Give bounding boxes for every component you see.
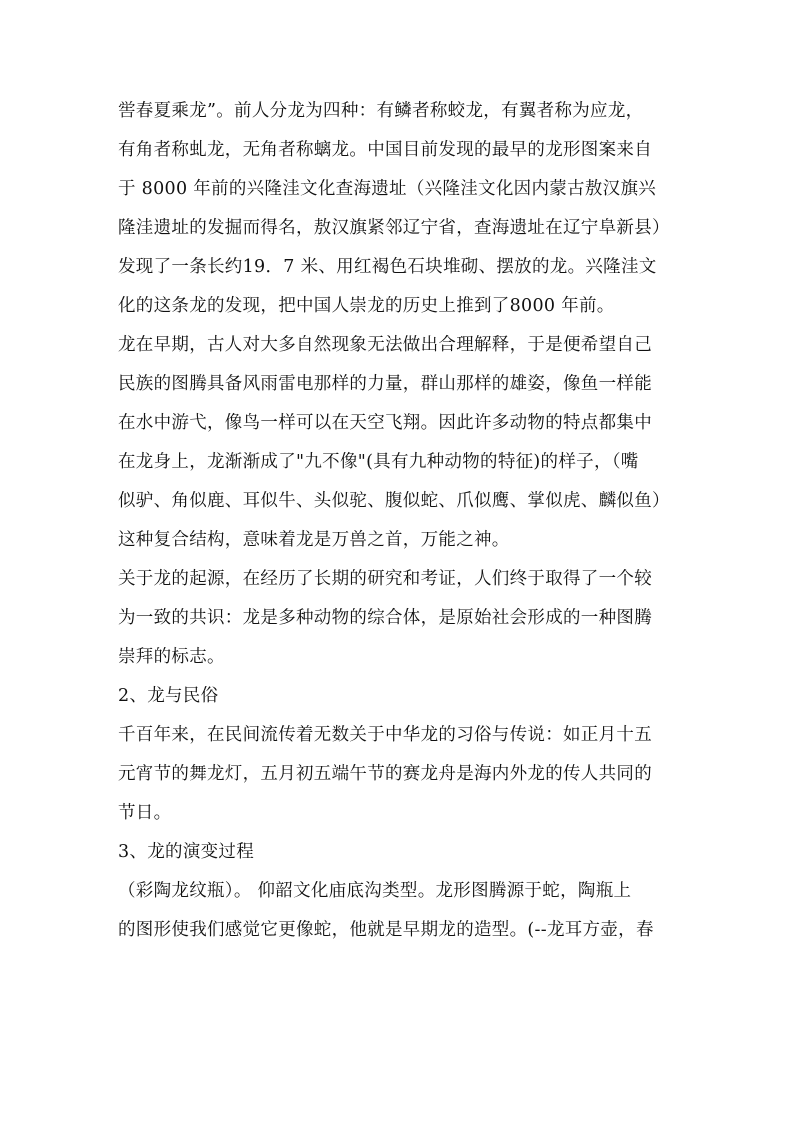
text-line: 为一致的共识：龙是多种动物的综合体，是原始社会形成的一种图腾 bbox=[118, 608, 652, 628]
text-line: 隆洼遗址的发掘而得名，敖汉旗紧邻辽宁省，查海遗址在辽宁阜新县） bbox=[118, 218, 670, 238]
text-line: 在龙身上，龙渐渐成了"九不像"(具有九种动物的特征)的样子，（嘴 bbox=[118, 452, 639, 472]
section-heading: 3、龙的演变过程 bbox=[118, 842, 255, 862]
text-line: 龙在早期，古人对大多自然现象无法做出合理解释，于是便希望自己 bbox=[118, 335, 652, 355]
text-line: 的图形使我们感觉它更像蛇，他就是早期龙的造型。(--龙耳方壶，春 bbox=[118, 920, 654, 940]
text-line: 民族的图腾具备风雨雷电那样的力量，群山那样的雄姿，像鱼一样能 bbox=[118, 374, 652, 394]
text-line: 这种复合结构，意味着龙是万兽之首，万能之神。 bbox=[118, 530, 510, 550]
text-line: 关于龙的起源，在经历了长期的研究和考证，人们终于取得了一个较 bbox=[118, 569, 652, 589]
text-line: 发现了一条长约19．7 米、用红褐色石块堆砌、摆放的龙。兴隆洼文 bbox=[118, 257, 657, 277]
text-line: 化的这条龙的发现，把中国人崇龙的历史上推到了8000 年前。 bbox=[118, 296, 615, 316]
text-line: 节日。 bbox=[118, 803, 172, 823]
text-line: （彩陶龙纹瓶）。 仰韶文化庙底沟类型。龙形图腾源于蛇，陶瓶上 bbox=[118, 881, 632, 901]
text-line: 在水中游弋，像鸟一样可以在天空飞翔。因此许多动物的特点都集中 bbox=[118, 413, 652, 433]
section-heading: 2、龙与民俗 bbox=[118, 686, 219, 706]
text-line: 千百年来，在民间流传着无数关于中华龙的习俗与传说：如正月十五 bbox=[118, 725, 652, 745]
text-line: 于 8000 年前的兴隆洼文化查海遗址（兴隆洼文化因内蒙古敖汉旗兴 bbox=[118, 179, 657, 199]
text-line: 有角者称虬龙，无角者称螭龙。中国目前发现的最早的龙形图案来自 bbox=[118, 140, 652, 160]
text-line: 似驴、角似鹿、耳似牛、头似驼、腹似蛇、爪似鹰、掌似虎、麟似鱼） bbox=[118, 491, 670, 511]
text-line: 喾春夏乘龙”。前人分龙为四种：有鳞者称蛟龙，有翼者称为应龙， bbox=[118, 101, 644, 121]
text-line: 崇拜的标志。 bbox=[118, 647, 225, 667]
text-line: 元宵节的舞龙灯，五月初五端午节的赛龙舟是海内外龙的传人共同的 bbox=[118, 764, 652, 784]
